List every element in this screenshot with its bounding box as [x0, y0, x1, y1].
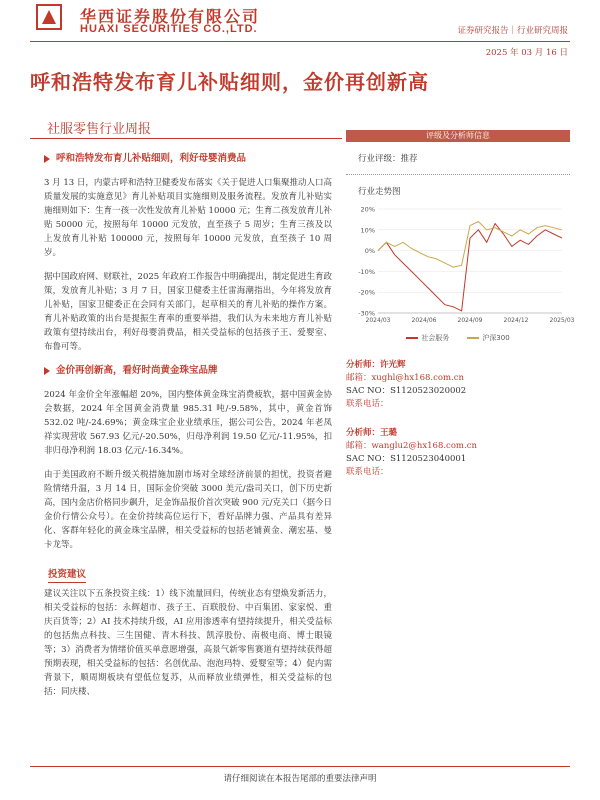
sidebar-divider [346, 174, 570, 175]
series-line-2 [378, 222, 562, 268]
trend-chart-svg [346, 201, 575, 331]
y-tick-label: 0% [364, 247, 375, 256]
analyst-block [346, 359, 570, 411]
legend-item [467, 333, 509, 343]
analyst-sac: SAC NO：S1120523020002 [346, 386, 467, 396]
company-name-cn: 华西证券股份有限公司 [80, 7, 261, 26]
analyst-phone: 联系电话： [346, 399, 389, 409]
footer-divider [30, 766, 570, 767]
x-tick-label: 2024/09 [457, 317, 483, 324]
y-tick-label: -10% [358, 267, 375, 276]
paragraph: 2024 年金价全年涨幅超 20%，国内整体黄金珠宝消费疲软，据中国黄金协会数据，2024 年全国黄金消费量 985.31 吨/-9.58%，其中，黄金首饰 532.02 吨/-24.69%；黄金珠宝企业业绩承压，据公司公告，2024 年老凤祥实现营收 567.93 亿元/-20.50%，归母净利润 19.50 亿元/-11.95%，扣非归母净利润 18.03 亿元/-16.34%。 [44, 390, 332, 456]
trend-chart [346, 201, 575, 331]
main-content [44, 152, 332, 709]
chart-legend [346, 333, 570, 343]
x-tick-label: 2024/06 [411, 317, 437, 324]
report-title: 呼和浩特发布育儿补贴细则，金价再创新高 [30, 70, 429, 94]
bullet-triangle-icon [44, 155, 50, 163]
y-tick-label: 10% [360, 226, 375, 235]
legend-label: 社会服务 [421, 334, 450, 342]
series-line-1 [378, 224, 562, 311]
investment-paragraph: 建议关注以下五条投资主线：1）线下流量回归，传统业态有望焕发新活力，相关受益标的包括：永辉超市、孩子王、百联股份、中百集团、家家悦、重庆百货等；2）AI 技术持续升级，AI 应用渗透率有望持续提升，相关受益标的包括焦点科技、三生国健、青木科技、凯淳股份、南极电商、博士眼镜等；3）消费者为情绪价值买单意愿增强，高景气新零售赛道有望持续获得超预期表现，相关受益标的包括：名创优品、泡泡玛特、爱婴室等；4）促内需背景下，顺周期板块有望低位复苏，从而释放业绩弹性，相关受益标的包括：同庆楼、 [44, 589, 332, 697]
y-tick-label: -20% [358, 288, 375, 297]
trend-chart-label: 行业走势图 [358, 187, 401, 197]
footer-disclaimer: 请仔细阅读在本报告尾部的重要法律声明 [223, 774, 377, 784]
report-type: 证券研究报告｜行业研究周报 [457, 26, 568, 36]
section-heading-text: 呼和浩特发布育儿补贴细则，利好母婴消费品 [56, 153, 247, 164]
analyst-phone: 联系电话： [346, 467, 389, 477]
report-subtitle: 社服零售行业周报 [47, 122, 152, 137]
bullet-triangle-icon [44, 367, 50, 375]
company-name-en: HUAXI SECURITIES CO.,LTD. [80, 23, 258, 35]
legend-label: 沪深300 [482, 334, 510, 342]
sidebar [346, 130, 575, 479]
section-heading-text: 金价再创新高，看好时尚黄金珠宝品牌 [56, 365, 218, 376]
investment-heading: 投资建议 [48, 568, 86, 583]
paragraph: 3 月 13 日，内蒙古呼和浩特卫健委发布落实《关于促进人口集聚推动人口高质量发展的实施意见》育儿补贴项目实施细则及服务流程。发放育儿补贴实施细则如下：生育一孩一次性发放育儿补贴 10000 元；生育二孩发放育儿补贴 50000 元，按照每年 10000 元发放，直至孩子 5 周岁；生育三孩及以上发放育儿补贴 100000 元，按照每年 10000 元发放，直至孩子 10 周岁。 [44, 178, 332, 258]
sidebar-header-bar: 评级及分析师信息 [346, 130, 570, 142]
analyst-block [346, 427, 570, 479]
legend-item [406, 333, 449, 343]
x-tick-label: 2024/12 [503, 317, 529, 324]
report-date: 2025 年 03 月 16 日 [485, 48, 568, 58]
x-tick-label: 2025/03 [549, 317, 575, 324]
paragraph: 据中国政府网、财联社，2025 年政府工作报告中明确提出，制定促进生育政策，发放育儿补贴；3 月 7 日，国家卫健委主任雷海潮指出，今年将发放育儿补贴，国家卫健委正在会同有关部门，起草相关的育儿补贴的操作方案。育儿补贴政策的出台是提振生育率的重要举措，我们认为未来地方育儿补贴政策有望持续出台，利好母婴消费品，相关受益标的包括孩子王、爱婴室、布鲁可等。 [44, 272, 332, 352]
x-tick-label: 2024/03 [365, 317, 391, 324]
industry-rating: 行业评级：推荐 [358, 154, 418, 164]
analyst-email[interactable]: 邮箱：xughl@hx168.com.cn [346, 373, 464, 383]
paragraph: 由于美国政府不断升级关税措施加剧市场对全球经济前景的担忧，投资者避险情绪升温，3 月 14 日，国际金价突破 3000 美元/盎司关口，创下历史新高，国内金店价格同步飙升，足金饰品报价首次突破 900 元/克关口（据今日金价行情公众号）。在金价持续高位运行下，看好品牌力强、产品具有差异化、客群年轻化的黄金珠宝品牌，相关受益标的包括老铺黄金、潮宏基、曼卡龙等。 [44, 470, 332, 550]
legend-swatch [467, 337, 479, 339]
section-heading [44, 364, 332, 378]
subtitle-divider [30, 138, 342, 139]
analyst-name: 分析师：王璐 [346, 428, 398, 438]
y-tick-label: -30% [358, 309, 375, 318]
analyst-sac: SAC NO：S1120523040001 [346, 454, 467, 464]
analyst-email[interactable]: 邮箱：wanglu2@hx168.com.cn [346, 441, 477, 451]
header-divider [30, 41, 570, 42]
company-logo-icon [36, 4, 62, 30]
legend-swatch [406, 337, 418, 339]
y-tick-label: 20% [360, 205, 375, 214]
analyst-name: 分析师：许光辉 [346, 360, 406, 370]
section-heading [44, 152, 332, 166]
